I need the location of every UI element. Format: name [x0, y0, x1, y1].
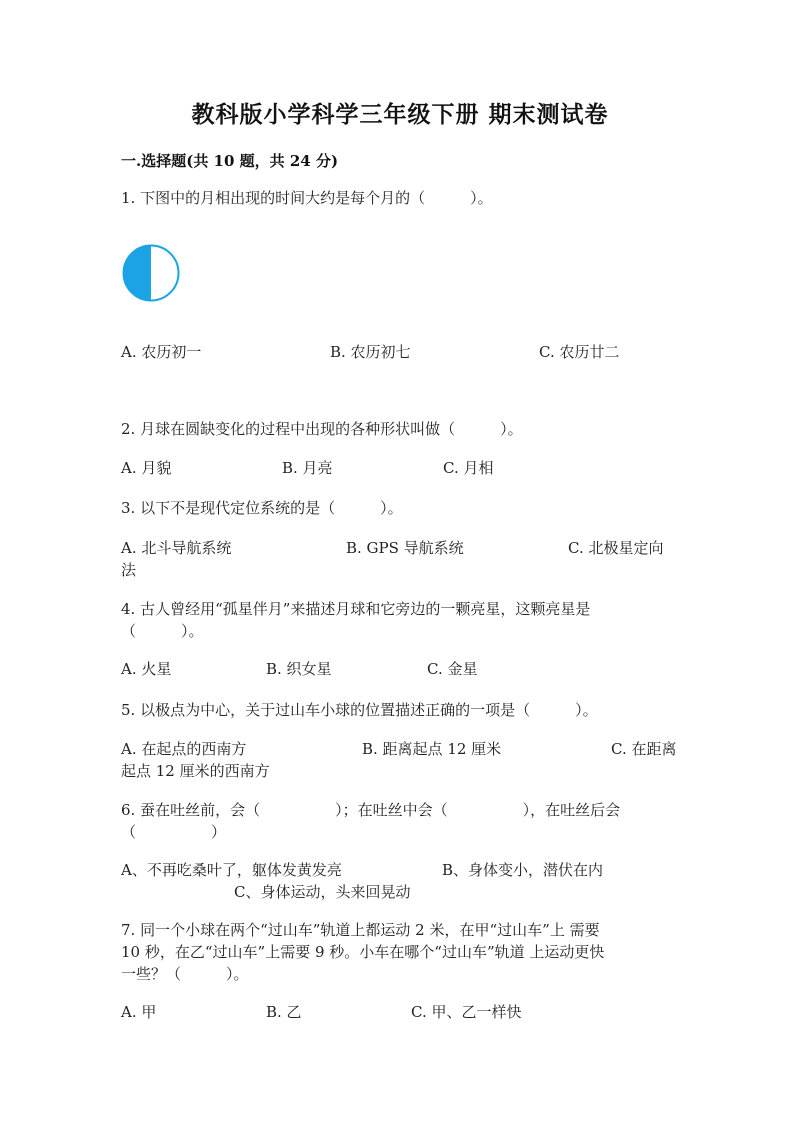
question-5: 5. 以极点为中心，关于过山车小球的位置描述正确的一项是（ ）。 — [121, 701, 598, 719]
q6-option-b[interactable]: B、身体变小，潜伏在内 — [442, 861, 604, 879]
q3-option-c[interactable]: C. 北极星定向 — [568, 539, 664, 557]
q6-option-a[interactable]: A、不再吃桑叶了，躯体发黄发亮 — [121, 861, 342, 879]
q7-option-c[interactable]: C. 甲、乙一样快 — [411, 1003, 522, 1021]
question-4: 4. 古人曾经用“孤星伴月”来描述月球和它旁边的一颗亮星，这颗亮星是 — [121, 600, 591, 618]
q1-option-a[interactable]: A. 农历初一 — [121, 343, 202, 361]
question-6: 6. 蚕在吐丝前，会（ ）；在吐丝中会（ ），在吐丝后会 — [121, 801, 621, 819]
q7-option-a[interactable]: A. 甲 — [121, 1003, 157, 1021]
q4-option-a[interactable]: A. 火星 — [121, 660, 172, 678]
q2-option-c[interactable]: C. 月相 — [443, 459, 494, 477]
q5-option-c-wrap: 起点 12 厘米的西南方 — [121, 762, 270, 780]
page-title: 教科版小学科学三年级下册 期末测试卷 — [191, 101, 609, 128]
question-3: 3. 以下不是现代定位系统的是（ ）。 — [121, 499, 403, 517]
question-7-cont2: 一些？（ ）。 — [121, 965, 249, 983]
q3-option-c-wrap: 法 — [121, 561, 137, 579]
half-moon-icon — [121, 243, 181, 303]
moon-lit-half — [124, 246, 151, 301]
section-heading: 一.选择题(共 10 题，共 24 分) — [121, 152, 339, 170]
q5-option-c[interactable]: C. 在距离 — [611, 740, 677, 758]
question-7-cont: 10 秒，在乙“过山车”上需要 9 秒。小车在哪个“过山车”轨道 上运动更快 — [121, 943, 605, 961]
q4-option-c[interactable]: C. 金星 — [427, 660, 478, 678]
q3-option-b[interactable]: B. GPS 导航系统 — [346, 539, 464, 557]
q7-option-b[interactable]: B. 乙 — [266, 1003, 302, 1021]
question-6-cont: （ ） — [121, 823, 227, 841]
q6-option-c[interactable]: C、身体运动，头来回晃动 — [234, 883, 411, 901]
q2-option-b[interactable]: B. 月亮 — [282, 459, 333, 477]
question-2: 2. 月球在圆缺变化的过程中出现的各种形状叫做（ ）。 — [121, 420, 523, 438]
q4-option-b[interactable]: B. 织女星 — [266, 660, 332, 678]
q1-option-b[interactable]: B. 农历初七 — [330, 343, 411, 361]
question-4-cont: （ ）。 — [121, 622, 204, 640]
question-7: 7. 同一个小球在两个“过山车”轨道上都运动 2 米，在甲“过山车”上 需要 — [121, 921, 600, 939]
q1-option-c[interactable]: C. 农历廿二 — [539, 343, 620, 361]
q3-option-a[interactable]: A. 北斗导航系统 — [121, 539, 232, 557]
q5-option-a[interactable]: A. 在起点的西南方 — [121, 740, 247, 758]
q5-option-b[interactable]: B. 距离起点 12 厘米 — [362, 740, 502, 758]
question-1: 1. 下图中的月相出现的时间大约是每个月的（ ）。 — [121, 189, 493, 207]
q2-option-a[interactable]: A. 月貌 — [121, 459, 172, 477]
